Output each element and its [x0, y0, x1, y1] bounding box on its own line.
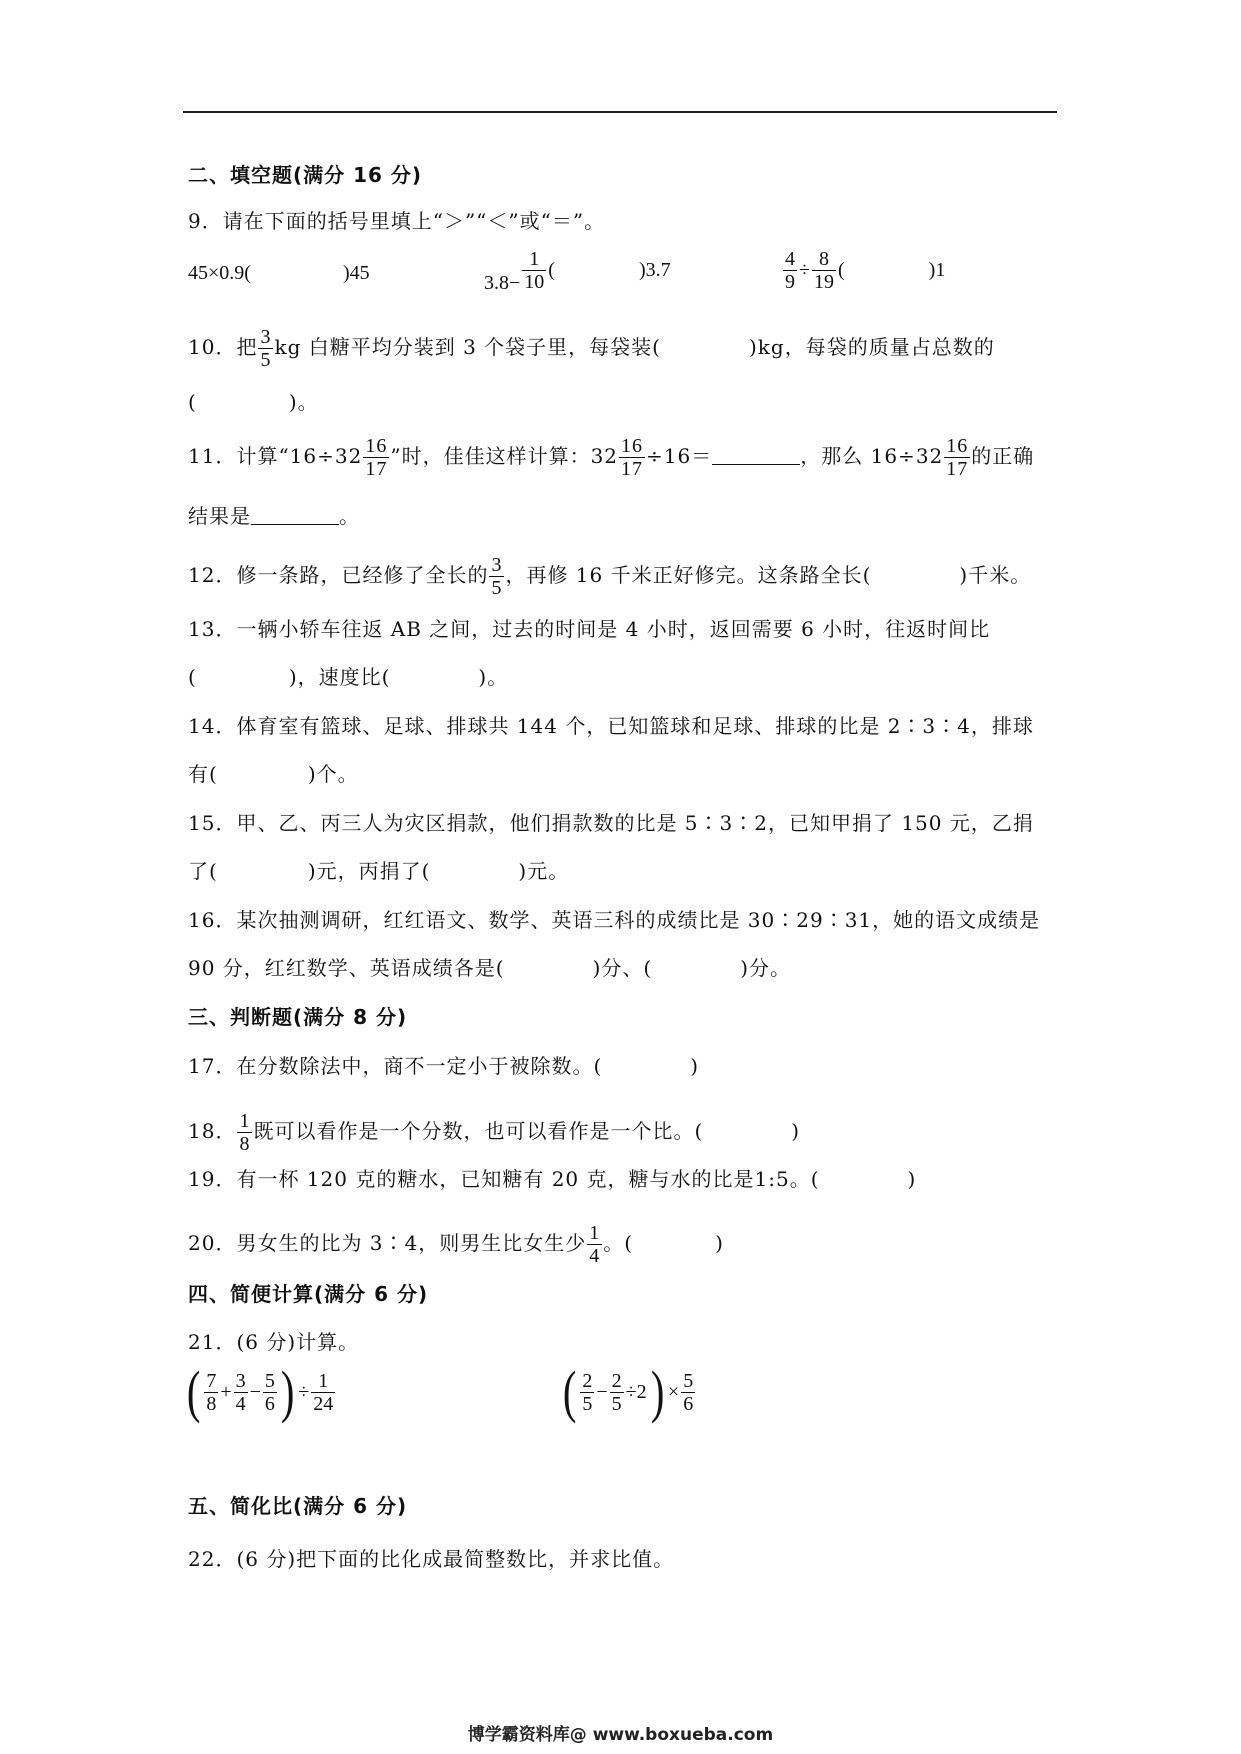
- section-heading-simplify-ratio: 五、简化比(满分 6 分): [188, 1494, 408, 1518]
- q11-answer-blank[interactable]: [712, 446, 800, 465]
- q11-post: 的正确: [971, 444, 1035, 468]
- section-heading-calculation: 四、简便计算(满分 6 分): [188, 1282, 429, 1306]
- q21-e2-rparen: ): [650, 1359, 665, 1424]
- q21-e2-n3: 5: [683, 1369, 694, 1392]
- q10-post: kg 白糖平均分装到 3 个袋子里，每袋装(: [274, 335, 661, 359]
- q16-l2a: 90 分，红红数学、英语成绩各是(: [188, 956, 505, 980]
- q15-l2a: 了(: [188, 859, 218, 883]
- q10-pre: 10．把: [188, 335, 258, 359]
- q21-e1-d1: 8: [206, 1392, 217, 1415]
- question-16: 16．某次抽测调研，红红语文、数学、英语三科的成绩比是 30∶29∶31，她的语文成绩是: [188, 908, 1041, 932]
- q9-c-den2: 19: [813, 271, 834, 293]
- q20-num: 1: [589, 1222, 601, 1244]
- q12-den: 5: [491, 577, 503, 599]
- question-22: 22．(6 分)把下面的比化成最简整数比，并求比值。: [188, 1547, 675, 1571]
- q11-line2: 结果是: [188, 504, 251, 528]
- question-10: [188, 326, 995, 371]
- q11-pre: 11．计算“16÷32: [188, 444, 363, 468]
- q9-c-num2: 8: [812, 248, 836, 271]
- question-19: [188, 1165, 916, 1193]
- q10-den: 5: [260, 349, 272, 371]
- question-10-line2: [188, 388, 319, 416]
- section-heading-fill-blank: 二、填空题(满分 16 分): [188, 163, 423, 187]
- question-17: [188, 1052, 699, 1080]
- q17-text: 17．在分数除法中，商不一定小于被除数。(: [188, 1054, 603, 1078]
- q21-e1-d4: 24: [313, 1392, 334, 1415]
- q11-f1-num: 16: [365, 435, 388, 457]
- q9-c-open: (: [837, 259, 845, 281]
- q10-open: (: [188, 390, 197, 414]
- q15-l2c: )元。: [518, 859, 570, 883]
- q9-item-a: [188, 262, 370, 285]
- q20-post: 。(: [603, 1231, 634, 1255]
- q18-post: 既可以看作是一个分数，也可以看作是一个比。(: [253, 1119, 704, 1143]
- q20-den: 4: [589, 1245, 601, 1267]
- q21-e1-n2: 3: [235, 1369, 246, 1392]
- q21-expression-2: [560, 1359, 696, 1424]
- question-13: 13．一辆小轿车往返 AB 之间，过去的时间是 4 小时，返回需要 6 小时，往返时间比: [188, 617, 991, 641]
- q17-end: ): [690, 1054, 700, 1078]
- q18-end: ): [791, 1119, 801, 1143]
- q21-e1-op3: ÷: [298, 1380, 310, 1403]
- q11-f2-den: 17: [621, 458, 644, 480]
- question-11: [188, 435, 1034, 480]
- q15-l2b: )元，丙捐了(: [307, 859, 431, 883]
- q13-l2a: (: [188, 665, 197, 689]
- q18-pre: 18．: [188, 1119, 237, 1143]
- q10-num: 3: [260, 326, 272, 348]
- q21-e2-op2: ÷2: [625, 1380, 647, 1403]
- q11-f3-num: 16: [946, 435, 969, 457]
- q21-e1-n4: 1: [311, 1370, 335, 1393]
- q16-l2c: )分。: [740, 956, 792, 980]
- q21-e2-lparen: (: [562, 1359, 577, 1424]
- q9-c-den1: 9: [785, 271, 795, 293]
- q13-l2b: )，速度比(: [288, 665, 391, 689]
- question-9: 9．请在下面的括号里填上“＞”“＜”或“＝”。: [188, 209, 606, 233]
- q18-num: 1: [239, 1110, 251, 1132]
- q12-pre: 12．修一条路，已经修了全长的: [188, 563, 489, 587]
- q9-c-op: ÷: [799, 259, 810, 281]
- q9-a-tail: )45: [342, 262, 370, 284]
- header-rule: [183, 111, 1057, 113]
- q11-mid2: ÷16＝: [646, 444, 713, 468]
- q10-mid: )kg，每袋的质量占总数的: [748, 335, 995, 359]
- q21-expression-1: [184, 1359, 336, 1424]
- q21-e2-op3: ×: [667, 1380, 680, 1403]
- q9-b-tail: )3.7: [638, 259, 671, 281]
- q18-den: 8: [239, 1133, 251, 1155]
- question-14-line2: [188, 760, 359, 788]
- q9-item-c: [782, 248, 946, 293]
- q21-e1-rparen: ): [280, 1359, 295, 1424]
- q21-e1-d2: 4: [235, 1392, 246, 1415]
- q11-f3-den: 17: [946, 458, 969, 480]
- q19-text: 19．有一杯 120 克的糖水，已知糖有 20 克，糖与水的比是1:5。(: [188, 1167, 820, 1191]
- q9-a-open: (: [244, 262, 251, 284]
- q9-b-open: (: [548, 259, 555, 281]
- q21-e2-n2: 2: [611, 1369, 622, 1392]
- q21-e1-n1: 7: [206, 1369, 217, 1392]
- q21-e2-d1: 5: [582, 1392, 593, 1415]
- q20-end: ): [715, 1231, 724, 1255]
- q21-e1-n3: 5: [264, 1369, 275, 1392]
- q10-close: )。: [288, 390, 319, 414]
- q11-f2-num: 16: [621, 435, 644, 457]
- q13-l2c: )。: [478, 665, 509, 689]
- question-15: 15．甲、乙、丙三人为灾区捐款，他们捐款数的比是 5∶3∶2，已知甲捐了 150 元，乙捐: [188, 811, 1034, 835]
- q21-e2-d3: 6: [683, 1392, 694, 1415]
- q21-e1-lparen: (: [186, 1359, 201, 1424]
- q21-e1-op2: −: [249, 1380, 261, 1403]
- q14-l2a: 有(: [188, 762, 218, 786]
- question-12: [188, 554, 1031, 599]
- q11-line2-end: 。: [339, 504, 360, 528]
- question-14: 14．体育室有篮球、足球、排球共 144 个，已知篮球和足球、排球的比是 2∶3∶4，排球: [188, 714, 1034, 738]
- q9-c-tail: )1: [928, 259, 946, 281]
- q21-e2-d2: 5: [611, 1392, 622, 1415]
- q21-e1-d3: 6: [264, 1392, 275, 1415]
- q11-mid3: ，那么 16÷32: [800, 444, 944, 468]
- q9-b-lead: 3.8−: [484, 272, 521, 295]
- q9-item-b: [483, 248, 672, 295]
- q9-b-num: 1: [522, 248, 546, 271]
- footer-watermark: 博学霸资料库@ www.boxueba.com: [467, 1725, 774, 1745]
- question-21: 21．(6 分)计算。: [188, 1330, 360, 1354]
- q12-post: ，再修 16 千米正好修完。这条路全长(: [505, 563, 872, 587]
- question-15-line2: [188, 857, 569, 885]
- q16-l2b: )分、(: [592, 956, 653, 980]
- q19-end: ): [907, 1167, 917, 1191]
- q21-e1-op1: +: [220, 1380, 232, 1403]
- q9-a-expression: 45×0.9: [188, 262, 245, 284]
- section-heading-judgement: 三、判断题(满分 8 分): [188, 1005, 408, 1029]
- q14-l2b: )个。: [307, 762, 359, 786]
- question-18: [188, 1110, 800, 1155]
- q21-e2-op1: −: [596, 1380, 608, 1403]
- question-16-line2: [188, 954, 791, 982]
- q12-num: 3: [491, 554, 503, 576]
- q21-e2-n1: 2: [582, 1369, 593, 1392]
- q9-c-num1: 4: [785, 248, 795, 270]
- q12-end: )千米。: [959, 563, 1032, 587]
- question-13-line2: [188, 663, 508, 691]
- q11-f1-den: 17: [365, 458, 388, 480]
- q11-mid1: ”时，佳佳这样计算：32: [390, 444, 619, 468]
- question-11-line2: [188, 502, 360, 530]
- q9-b-den: 10: [524, 271, 545, 293]
- q20-pre: 20．男女生的比为 3∶4，则男生比女生少: [188, 1231, 587, 1255]
- question-20: [188, 1222, 724, 1267]
- q11-result-blank[interactable]: [251, 506, 339, 525]
